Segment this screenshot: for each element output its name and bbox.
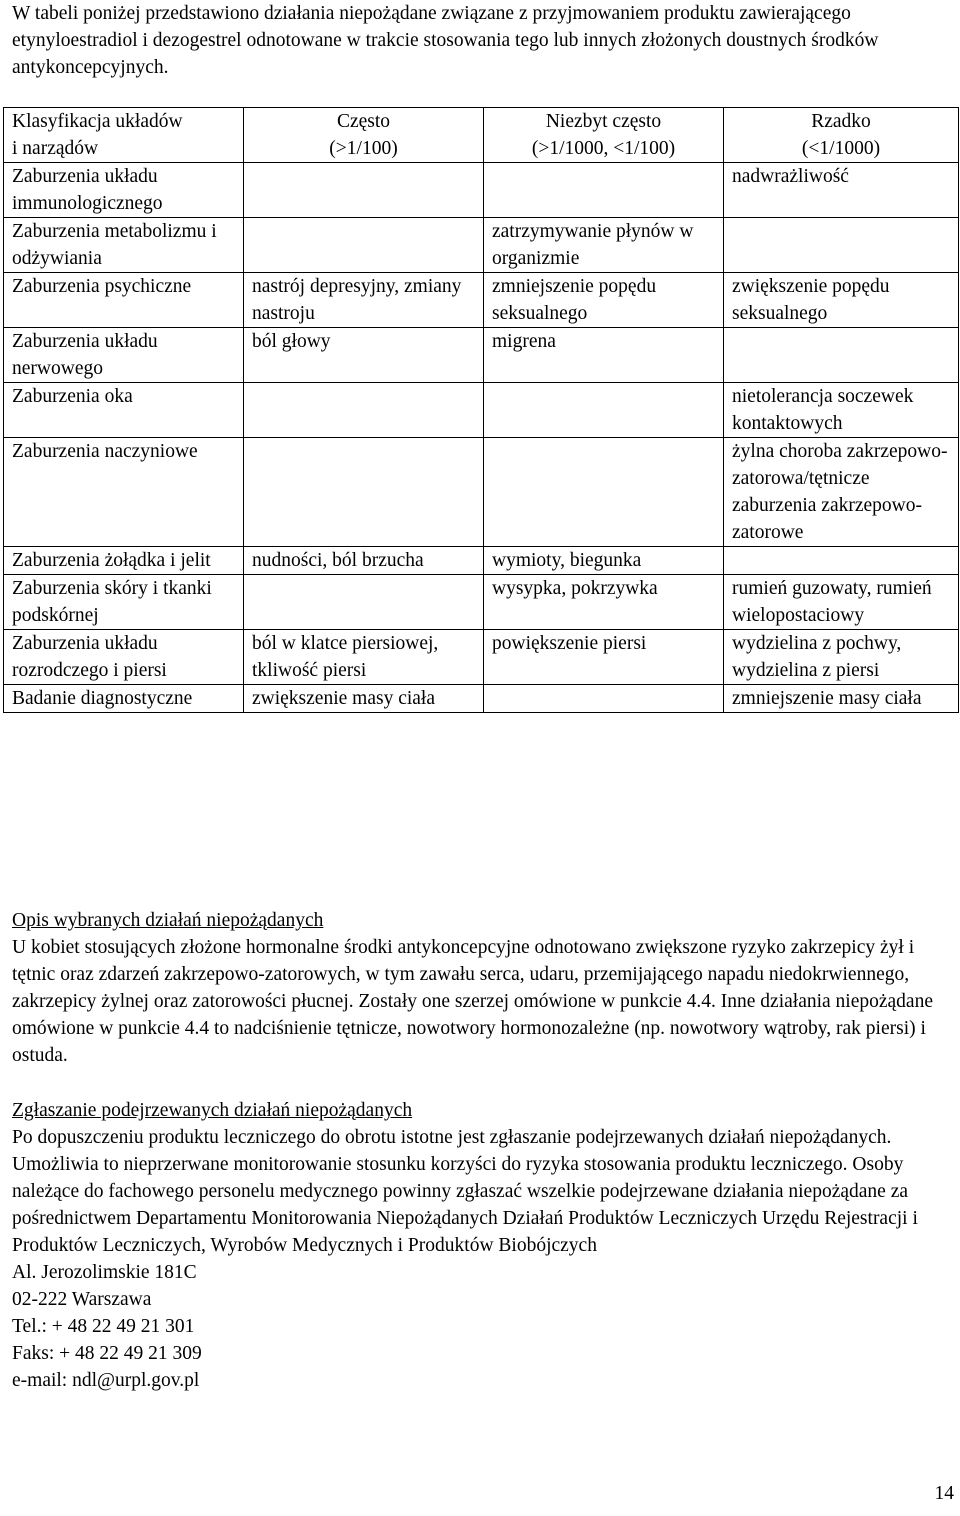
header-rare-line2: (<1/1000) bbox=[801, 138, 881, 159]
header-rare-line1: Rzadko bbox=[811, 111, 871, 132]
cell-rare: wydzielina z pochwy, wydzielina z piersi bbox=[724, 630, 959, 685]
cell-common: zwiększenie masy ciała bbox=[244, 685, 484, 713]
intro-paragraph: W tabeli poniżej przedstawiono działania niepożądane związane z przyjmowaniem produktu zawierającego etynyloestradiol i dezogestrel odnotowane w trakcie stosowania tego lub innych złożonych doustnych środków antykoncepcyjnych. bbox=[12, 3, 879, 78]
header-rare bbox=[724, 108, 959, 163]
header-uncommon-line2: (>1/1000, <1/100) bbox=[531, 138, 676, 159]
cell-category: Badanie diagnostyczne bbox=[4, 685, 244, 713]
cell-uncommon bbox=[484, 438, 724, 547]
cell-common: nastrój depresyjny, zmiany nastroju bbox=[244, 273, 484, 328]
cell-rare: nietolerancja soczewek kontaktowych bbox=[724, 383, 959, 438]
header-common-line2: (>1/100) bbox=[329, 138, 398, 159]
header-category-line1: Klasyfikacja układów bbox=[12, 111, 183, 132]
cell-common: nudności, ból brzucha bbox=[244, 547, 484, 575]
cell-common bbox=[244, 383, 484, 438]
table-row bbox=[4, 328, 959, 383]
cell-common bbox=[244, 438, 484, 547]
cell-rare: rumień guzowaty, rumień wielopostaciowy bbox=[724, 575, 959, 630]
reporting-heading: Zgłaszanie podejrzewanych działań niepożądanych bbox=[12, 1100, 413, 1121]
cell-category: Zaburzenia układu rozrodczego i piersi bbox=[4, 630, 244, 685]
table-row bbox=[4, 273, 959, 328]
cell-category: Zaburzenia psychiczne bbox=[4, 273, 244, 328]
header-uncommon-line1: Niezbyt często bbox=[545, 111, 662, 132]
description-section bbox=[12, 907, 952, 1069]
table-row bbox=[4, 547, 959, 575]
cell-category: Zaburzenia metabolizmu i odżywiania bbox=[4, 218, 244, 273]
cell-uncommon: zmniejszenie popędu seksualnego bbox=[484, 273, 724, 328]
cell-category: Zaburzenia układu immunologicznego bbox=[4, 163, 244, 218]
cell-category: Zaburzenia skóry i tkanki podskórnej bbox=[4, 575, 244, 630]
header-uncommon bbox=[484, 108, 724, 163]
reporting-section bbox=[12, 1097, 952, 1394]
reporting-postal: 02-222 Warszawa bbox=[12, 1289, 152, 1310]
cell-uncommon bbox=[484, 383, 724, 438]
cell-rare bbox=[724, 328, 959, 383]
header-common-line1: Często bbox=[336, 111, 391, 132]
reporting-tel: Tel.: + 48 22 49 21 301 bbox=[12, 1316, 195, 1337]
cell-rare: nadwrażliwość bbox=[724, 163, 959, 218]
table-row bbox=[4, 685, 959, 713]
table-row bbox=[4, 218, 959, 273]
cell-uncommon: wysypka, pokrzywka bbox=[484, 575, 724, 630]
cell-rare bbox=[724, 547, 959, 575]
header-common bbox=[244, 108, 484, 163]
cell-common: ból głowy bbox=[244, 328, 484, 383]
table-header-row bbox=[4, 108, 959, 163]
cell-category: Zaburzenia oka bbox=[4, 383, 244, 438]
description-heading: Opis wybranych działań niepożądanych bbox=[12, 910, 324, 931]
reporting-fax: Faks: + 48 22 49 21 309 bbox=[12, 1343, 202, 1364]
adverse-effects-table bbox=[3, 107, 959, 713]
cell-uncommon: zatrzymywanie płynów w organizmie bbox=[484, 218, 724, 273]
cell-common bbox=[244, 575, 484, 630]
cell-common bbox=[244, 163, 484, 218]
cell-uncommon bbox=[484, 685, 724, 713]
reporting-email[interactable]: e-mail: ndl@urpl.gov.pl bbox=[12, 1370, 200, 1391]
table-row bbox=[4, 438, 959, 547]
cell-rare bbox=[724, 218, 959, 273]
cell-common bbox=[244, 218, 484, 273]
cell-rare: żylna choroba zakrzepowo-zatorowa/tętnicze zaburzenia zakrzepowo-zatorowe bbox=[724, 438, 959, 547]
cell-uncommon: wymioty, biegunka bbox=[484, 547, 724, 575]
cell-category: Zaburzenia naczyniowe bbox=[4, 438, 244, 547]
description-text: U kobiet stosujących złożone hormonalne środki antykoncepcyjne odnotowano zwiększone ryzyko zakrzepicy żył i tętnic oraz zdarzeń zakrzepowo-zatorowych, w tym zawału serca, udaru, przemijającego napadu niedokrwiennego, zakrzepicy żylnej oraz zatorowości płucnej. Zostały one szerzej omówione w punkcie 4.4. Inne działania niepożądane omówione w punkcie 4.4 to nadciśnienie tętnicze, nowotwory hormonozależne (np. nowotwory wątroby, rak piersi) i ostuda. bbox=[12, 937, 933, 1066]
table-row bbox=[4, 163, 959, 218]
cell-uncommon: migrena bbox=[484, 328, 724, 383]
cell-category: Zaburzenia układu nerwowego bbox=[4, 328, 244, 383]
header-category bbox=[4, 108, 244, 163]
cell-common: ból w klatce piersiowej, tkliwość piersi bbox=[244, 630, 484, 685]
header-category-line2: i narządów bbox=[12, 138, 99, 159]
cell-uncommon bbox=[484, 163, 724, 218]
cell-category: Zaburzenia żołądka i jelit bbox=[4, 547, 244, 575]
cell-rare: zmniejszenie masy ciała bbox=[724, 685, 959, 713]
table-row bbox=[4, 383, 959, 438]
page-number: 14 bbox=[934, 1483, 954, 1504]
table-row bbox=[4, 575, 959, 630]
table-row bbox=[4, 630, 959, 685]
cell-rare: zwiększenie popędu seksualnego bbox=[724, 273, 959, 328]
cell-uncommon: powiększenie piersi bbox=[484, 630, 724, 685]
reporting-address: Al. Jerozolimskie 181C bbox=[12, 1262, 197, 1283]
reporting-text: Po dopuszczeniu produktu leczniczego do obrotu istotne jest zgłaszanie podejrzewanych działań niepożądanych. Umożliwia to nieprzerwane monitorowanie stosunku korzyści do ryzyka stosowania produktu leczniczego. Osoby należące do fachowego personelu medycznego powinny zgłaszać wszelkie podejrzewane działania niepożądane za pośrednictwem Departamentu Monitorowania Niepożądanych Działań Produktów Leczniczych Urzędu Rejestracji i Produktów Leczniczych, Wyrobów Medycznych i Produktów Biobójczych bbox=[12, 1127, 918, 1256]
